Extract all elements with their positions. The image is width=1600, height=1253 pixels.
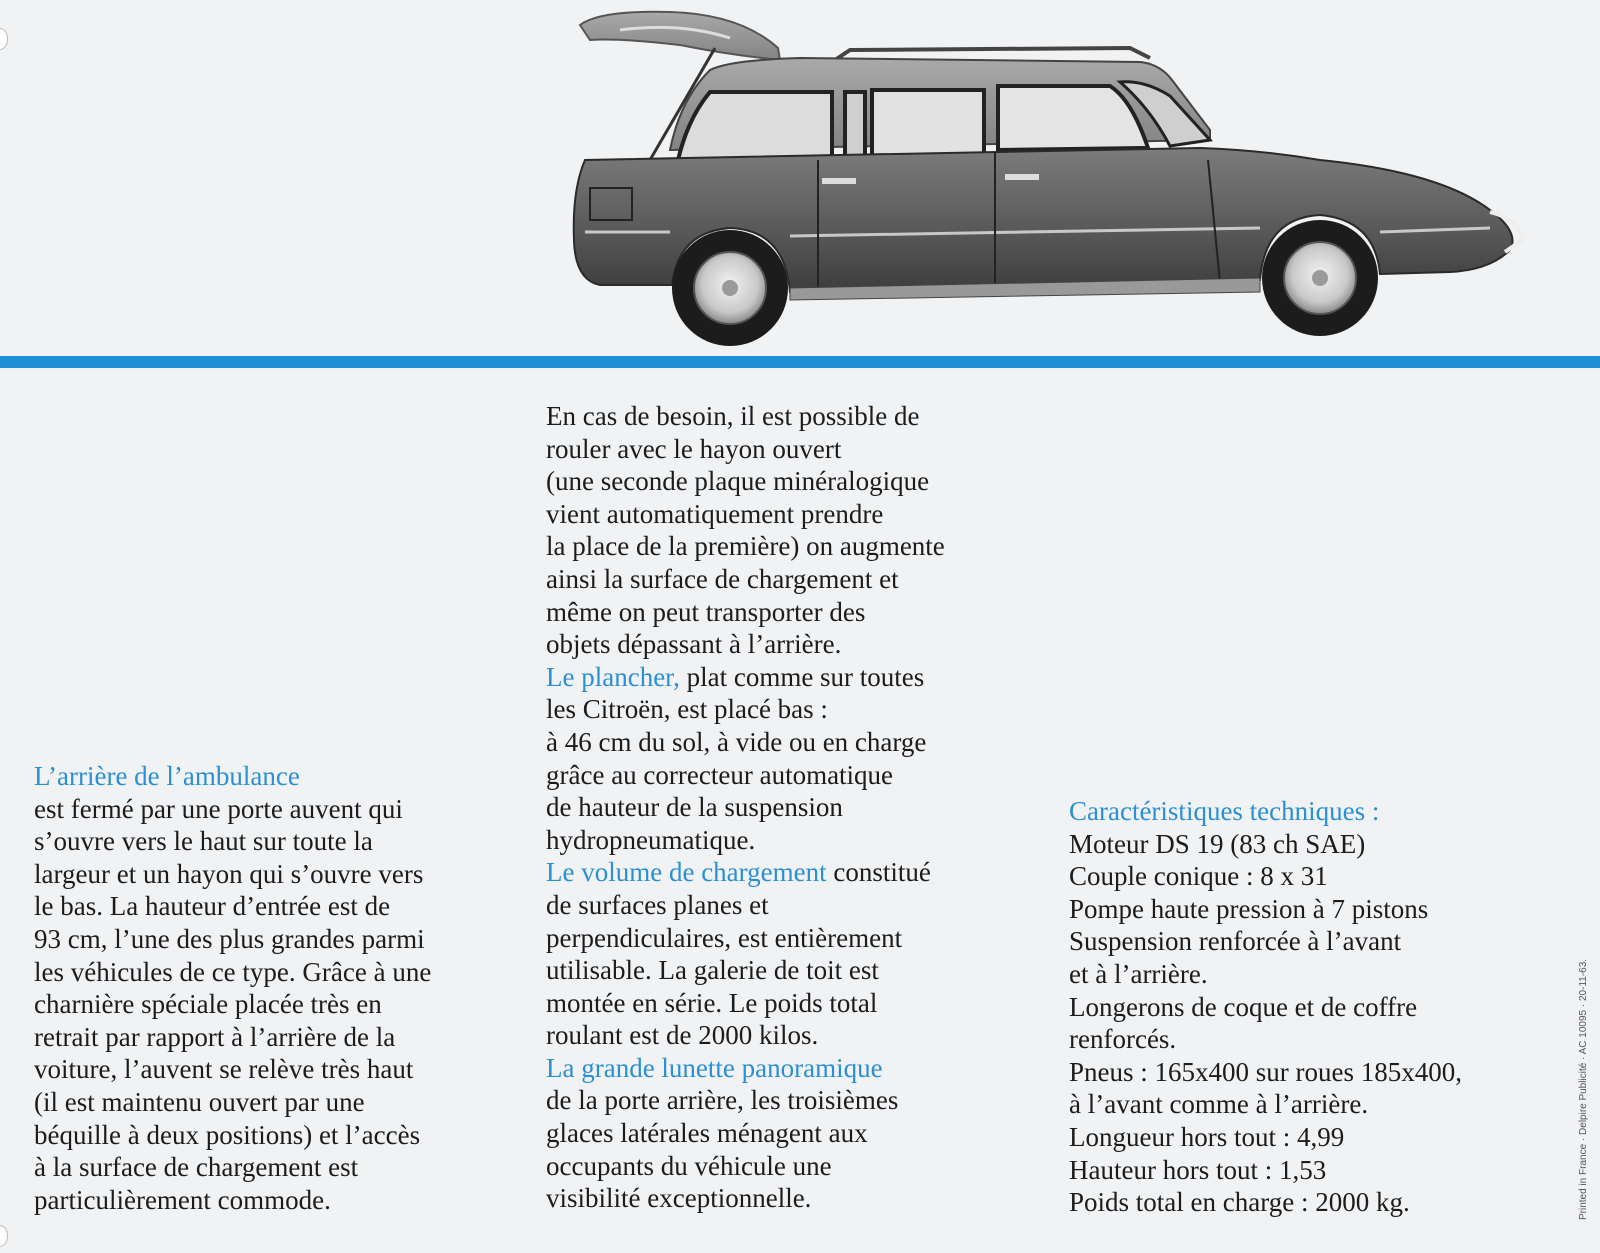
body-text-line: visibilité exceptionnelle. [546,1183,812,1214]
spec-line: Pneus : 165x400 sur roues 185x400, [1069,1056,1462,1087]
loading-details-column [546,400,945,1215]
volume-rest: constitué [826,857,931,888]
body-text-line: roulant est de 2000 kilos. [546,1020,819,1051]
body-text-line: vient automatiquement prendre [546,498,884,529]
body-text-line: le bas. La hauteur d’entrée est de [34,891,391,922]
binder-hole-top [0,28,8,50]
lunette-heading: La grande lunette panoramique [546,1052,883,1083]
technical-specs-column [1069,795,1462,1219]
body-text-line: objets dépassant à l’arrière. [546,629,842,660]
body-text-line: rouler avec le hayon ouvert [546,433,842,464]
binder-hole-bottom [0,1225,8,1247]
volume-paragraph-start [546,856,945,889]
ambulance-rear-column [34,760,431,1216]
body-text-line: même on peut transporter des [546,596,866,627]
body-text-line: à 46 cm du sol, à vide ou en charge [546,726,927,757]
body-text-line: charnière spéciale placée très en [34,989,382,1020]
body-text-line: montée en série. Le poids total [546,987,878,1018]
body-text-line: la place de la première) on augmente [546,531,945,562]
body-text-line: est fermé par une porte auvent qui [34,793,403,824]
body-text-line: à la surface de chargement est [34,1152,359,1183]
body-text-line: perpendiculaires, est entièrement [546,922,903,953]
blue-divider-rule [0,356,1600,368]
body-text-line: voiture, l’auvent se relève très haut [34,1054,414,1085]
body-text-line: de hauteur de la suspension [546,792,843,823]
body-text-line: (il est maintenu ouvert par une [34,1086,365,1117]
body-text-line: particulièrement commode. [34,1184,331,1215]
body-text-line: glaces latérales ménagent aux [546,1118,868,1149]
body-text-line: largeur et un hayon qui s’ouvre vers [34,858,424,889]
citroen-break-photo [560,0,1580,360]
body-text-line: hydropneumatique. [546,824,756,855]
body-text-line: les Citroën, est placé bas : [546,694,828,725]
spec-line: Suspension renforcée à l’avant [1069,926,1402,957]
body-text-line: béquille à deux positions) et l’accès [34,1119,421,1150]
body-text-line: retrait par rapport à l’arrière de la [34,1021,396,1052]
body-text-line: les véhicules de ce type. Grâce à une [34,956,432,987]
body-text-line: s’ouvre vers le haut sur toute la [34,826,373,857]
spec-line: à l’avant comme à l’arrière. [1069,1089,1369,1120]
body-text-line: de la porte arrière, les troisièmes [546,1085,899,1116]
spec-line: Hauteur hors tout : 1,53 [1069,1154,1327,1185]
body-text-line: En cas de besoin, il est possible de [546,401,920,431]
body-text-line: utilisable. La galerie de toit est [546,955,879,986]
body-text-line: de surfaces planes et [546,889,769,920]
body-text-line: ainsi la surface de chargement et [546,563,899,594]
plancher-rest: plat comme sur toutes [679,661,925,692]
spec-line: Moteur DS 19 (83 ch SAE) [1069,828,1366,859]
spec-line: Longerons de coque et de coffre [1069,991,1418,1022]
spec-line: Couple conique : 8 x 31 [1069,861,1328,892]
plancher-lead: Le plancher, [546,661,680,692]
body-text-line: 93 cm, l’une des plus grandes parmi [34,923,425,954]
ambulance-rear-heading: L’arrière de l’ambulance [34,761,300,791]
printer-imprint: Printed in France · Delpire Publicité · AC 10095 · 20-11-63. [1578,958,1589,1220]
volume-lead: Le volume de chargement [546,857,827,888]
body-text-line: (une seconde plaque minéralogique [546,466,930,497]
body-text-line: grâce au correcteur automatique [546,759,894,790]
spec-line: Poids total en charge : 2000 kg. [1069,1187,1410,1218]
body-text-line: occupants du véhicule une [546,1150,832,1181]
spec-line: renforcés. [1069,1024,1177,1055]
plancher-paragraph-start [546,661,945,694]
spec-line: Longueur hors tout : 4,99 [1069,1121,1345,1152]
specs-heading: Caractéristiques techniques : [1069,796,1380,826]
spec-line: Pompe haute pression à 7 pistons [1069,893,1429,924]
spec-line: et à l’arrière. [1069,958,1208,989]
